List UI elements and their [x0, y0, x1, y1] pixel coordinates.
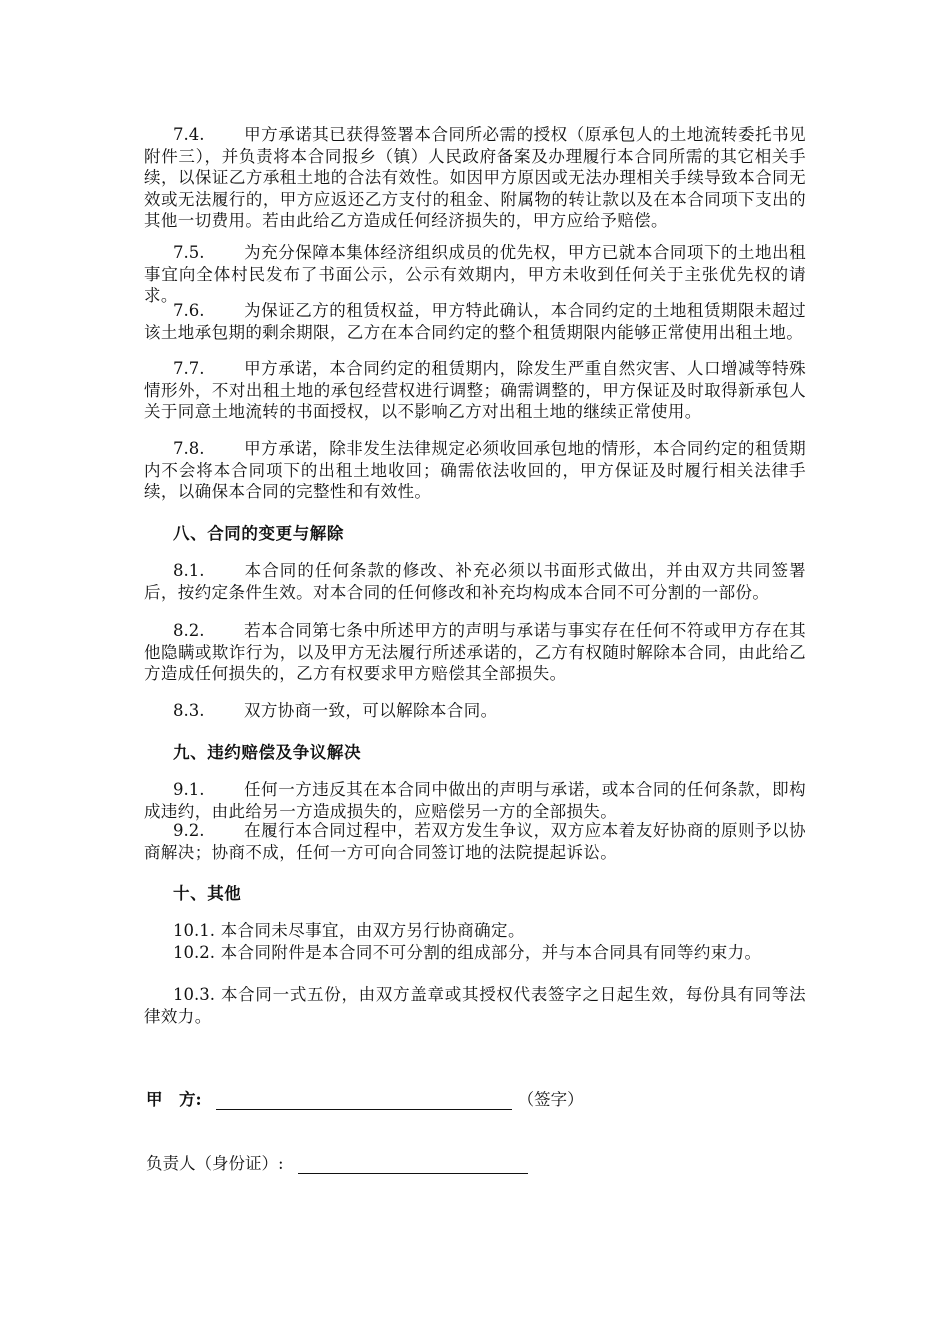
section-10-title: 十、其他 [173, 884, 242, 903]
clause-number: 7.4. [173, 125, 205, 144]
clause-8-3 [144, 700, 806, 722]
clause-text: 本合同一式五份，由双方盖章或其授权代表签字之日起生效，每份具有同等法律效力。 [144, 985, 806, 1026]
clause-number: 7.5. [173, 243, 205, 262]
clause-7-5 [144, 242, 806, 307]
clause-text: 为保证乙方的租赁权益，甲方特此确认，本合同约定的土地租赁期限未超过该土地承包期的剩余期限，乙方在本合同约定的整个租赁期限内能够正常使用出租土地。 [144, 301, 806, 342]
clause-9-1 [144, 779, 806, 822]
clause-text: 若本合同第七条中所述甲方的声明与承诺与事实存在任何不符或甲方存在其他隐瞒或欺诈行为，以及甲方无法履行所述承诺的，乙方有权随时解除本合同，由此给乙方造成任何损失的，乙方有权要求甲方赔偿其全部损失。 [144, 621, 806, 683]
clause-number: 10.3. [173, 985, 215, 1004]
clause-number: 8.1. [173, 561, 205, 580]
clause-text: 甲方承诺，本合同约定的租赁期内，除发生严重自然灾害、人口增减等特殊情形外，不对出租土地的承包经营权进行调整；确需调整的，甲方保证及时取得新承包人关于同意土地流转的书面授权，以不影响乙方对出租土地的继续正常使用。 [144, 359, 806, 421]
clause-8-2 [144, 620, 806, 685]
clause-number: 7.8. [173, 439, 205, 458]
clause-text: 甲方承诺，除非发生法律规定必须收回承包地的情形，本合同约定的租赁期内不会将本合同项下的出租土地收回；确需依法收回的，甲方保证及时履行相关法律手续，以确保本合同的完整性和有效性。 [144, 439, 806, 501]
clause-8-1 [144, 560, 806, 603]
clause-number: 8.3. [173, 701, 205, 720]
clause-text: 本合同的任何条款的修改、补充必须以书面形式做出，并由双方共同签署后，按约定条件生效。对本合同的任何修改和补充均构成本合同不可分割的一部份。 [144, 561, 806, 602]
clause-text: 本合同未尽事宜，由双方另行协商确定。 [220, 921, 525, 940]
clause-10-1 [144, 920, 806, 942]
section-8-title: 八、合同的变更与解除 [173, 524, 344, 543]
responsible-person-row [146, 1150, 528, 1174]
clause-text: 在履行本合同过程中，若双方发生争议，双方应本着友好协商的原则予以协商解决；协商不成，任何一方可向合同签订地的法院提起诉讼。 [144, 821, 806, 862]
sign-note: （签字） [517, 1090, 584, 1109]
clause-7-4 [144, 124, 806, 232]
party-a-signature-row [146, 1086, 584, 1110]
clause-number: 7.6. [173, 301, 205, 320]
clause-10-3 [144, 984, 806, 1027]
clause-number: 10.1. [173, 921, 215, 940]
party-a-signature-line[interactable] [216, 1089, 512, 1110]
clause-number: 9.2. [173, 821, 205, 840]
responsible-person-label: 负责人（身份证）: [146, 1154, 284, 1173]
clause-text: 甲方承诺其已获得签署本合同所必需的授权（原承包人的土地流转委托书见附件三），并负责将本合同报乡（镇）人民政府备案及办理履行本合同所需的其它相关手续，以保证乙方承租土地的合法有效性。如因甲方原因或无法办理相关手续导致本合同无效或无法履行的，甲方应返还乙方支付的租金、附属物的转让款以及在本合同项下支出的其他一切费用。若由此给乙方造成任何经济损失的，甲方应给予赔偿。 [144, 125, 806, 230]
clause-text: 为充分保障本集体经济组织成员的优先权，甲方已就本合同项下的土地出租事宜向全体村民发布了书面公示，公示有效期内，甲方未收到任何关于主张优先权的请求。 [144, 243, 806, 305]
party-a-label: 甲 方: [146, 1090, 202, 1109]
clause-9-2 [144, 820, 806, 863]
clause-7-7 [144, 358, 806, 423]
section-9-title: 九、违约赔偿及争议解决 [173, 743, 362, 762]
clause-number: 9.1. [173, 780, 205, 799]
clause-10-2 [144, 942, 806, 964]
clause-text: 本合同附件是本合同不可分割的组成部分，并与本合同具有同等约束力。 [220, 943, 762, 962]
clause-7-8 [144, 438, 806, 503]
clause-7-6 [144, 300, 806, 343]
clause-number: 8.2. [173, 621, 205, 640]
clause-text: 任何一方违反其在本合同中做出的声明与承诺，或本合同的任何条款，即构成违约，由此给另一方造成损失的，应赔偿另一方的全部损失。 [144, 780, 806, 821]
responsible-person-id-line[interactable] [298, 1153, 528, 1174]
clause-number: 7.7. [173, 359, 205, 378]
clause-text: 双方协商一致，可以解除本合同。 [244, 701, 498, 720]
clause-number: 10.2. [173, 943, 215, 962]
